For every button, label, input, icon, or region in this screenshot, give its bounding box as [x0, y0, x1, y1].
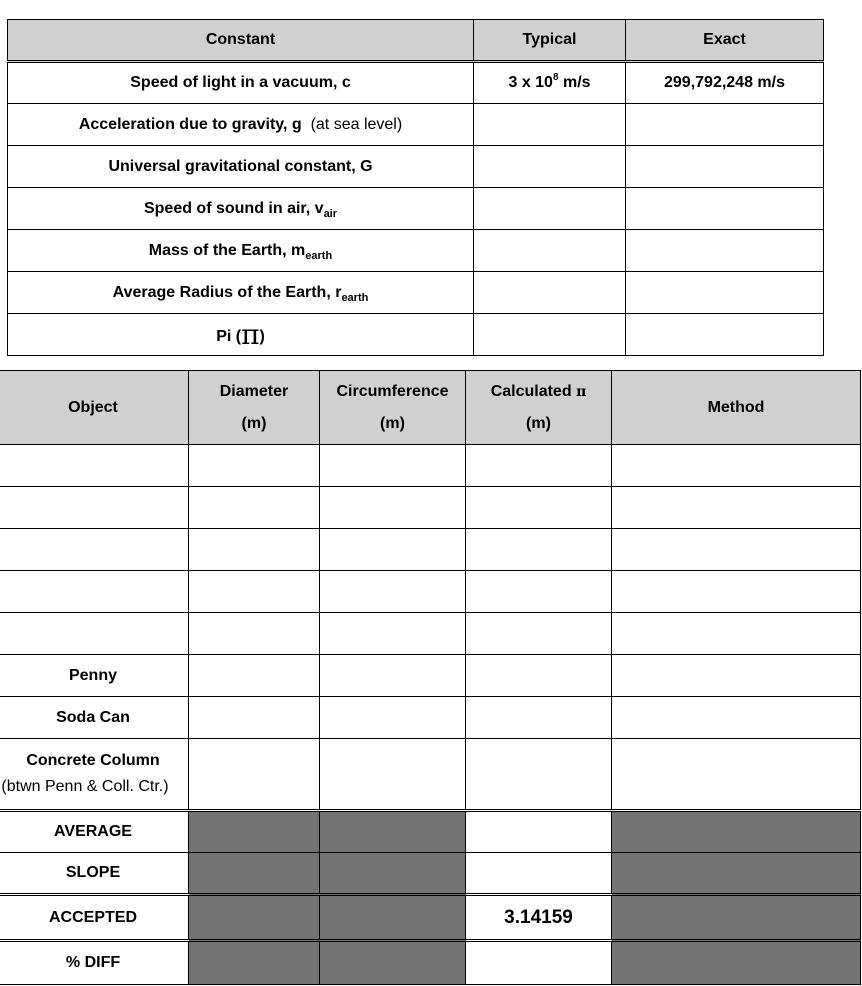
typical-mass-earth[interactable] [474, 230, 626, 272]
shaded-cell [320, 811, 466, 853]
circumference-cell[interactable] [320, 613, 466, 655]
gravity-note: (at sea level) [310, 115, 403, 133]
table-row [0, 529, 861, 571]
method-cell[interactable] [612, 445, 861, 487]
object-concrete-column: Concrete Column (btwn Penn & Coll. Ctr.) [0, 739, 189, 811]
row-accepted [0, 895, 861, 941]
calculated-cell[interactable] [466, 739, 612, 811]
exact-gravity[interactable] [626, 104, 824, 146]
shaded-cell [612, 941, 861, 985]
header-typical: Typical [474, 20, 626, 62]
diameter-cell[interactable] [189, 613, 320, 655]
diameter-cell[interactable] [189, 445, 320, 487]
header-calculated-pi: Calculated π (m) [466, 371, 612, 445]
label-average: AVERAGE [0, 811, 189, 853]
pi-measurement-table [0, 370, 861, 985]
header-object: Object [0, 371, 189, 445]
shaded-cell [189, 895, 320, 941]
calculated-cell[interactable] [466, 487, 612, 529]
shaded-cell [320, 941, 466, 985]
typical-pi[interactable] [474, 314, 626, 356]
diameter-cell[interactable] [189, 529, 320, 571]
average-calculated-pi[interactable] [466, 811, 612, 853]
typical-gravitational-constant[interactable] [474, 146, 626, 188]
circumference-cell[interactable] [320, 655, 466, 697]
table-row [0, 571, 861, 613]
row-average [0, 811, 861, 853]
shaded-cell [320, 853, 466, 895]
label-pct-diff: % DIFF [0, 941, 189, 985]
diameter-cell[interactable] [189, 655, 320, 697]
constants-table [7, 19, 824, 356]
slope-calculated-pi[interactable] [466, 853, 612, 895]
typical-radius-earth[interactable] [474, 272, 626, 314]
diameter-cell[interactable] [189, 697, 320, 739]
method-cell[interactable] [612, 613, 861, 655]
header-exact: Exact [626, 20, 824, 62]
table-row-soda-can [0, 697, 861, 739]
method-cell[interactable] [612, 571, 861, 613]
calculated-cell[interactable] [466, 655, 612, 697]
object-cell[interactable] [0, 529, 189, 571]
row-label-radius-earth: Average Radius of the Earth, $r_{earth}$ [8, 272, 474, 314]
circumference-cell[interactable] [320, 739, 466, 811]
shaded-cell [189, 853, 320, 895]
object-cell[interactable] [0, 487, 189, 529]
method-cell[interactable] [612, 697, 861, 739]
row-label-mass-earth: Mass of the Earth, $m_{earth}$ [8, 230, 474, 272]
diameter-cell[interactable] [189, 487, 320, 529]
object-cell[interactable] [0, 445, 189, 487]
object-cell[interactable] [0, 613, 189, 655]
calculated-cell[interactable] [466, 571, 612, 613]
row-pct-diff [0, 941, 861, 985]
header-diameter: Diameter (m) [189, 371, 320, 445]
table-row [0, 613, 861, 655]
shaded-cell [612, 853, 861, 895]
header-method: Method [612, 371, 861, 445]
typical-speed-of-sound[interactable] [474, 188, 626, 230]
method-cell[interactable] [612, 739, 861, 811]
shaded-cell [612, 811, 861, 853]
header-circumference: Circumference (m) [320, 371, 466, 445]
circumference-cell[interactable] [320, 571, 466, 613]
exact-radius-earth[interactable] [626, 272, 824, 314]
row-label-speed-of-light: Speed of light in a vacuum, c [8, 62, 474, 104]
shaded-cell [320, 895, 466, 941]
shaded-cell [612, 895, 861, 941]
row-label-gravity: Acceleration due to gravity, g (at sea level) [8, 104, 474, 146]
pct-diff-calculated-pi[interactable] [466, 941, 612, 985]
table-row-penny [0, 655, 861, 697]
label-accepted: ACCEPTED [0, 895, 189, 941]
shaded-cell [189, 811, 320, 853]
label-slope: SLOPE [0, 853, 189, 895]
exact-gravitational-constant[interactable] [626, 146, 824, 188]
table-row [0, 445, 861, 487]
circumference-cell[interactable] [320, 697, 466, 739]
object-soda-can: Soda Can [0, 697, 189, 739]
circumference-cell[interactable] [320, 529, 466, 571]
circumference-cell[interactable] [320, 445, 466, 487]
exact-speed-of-light[interactable]: 299,792,248 m/s [626, 62, 824, 104]
calculated-cell[interactable] [466, 697, 612, 739]
pi-symbol-small: π [576, 383, 587, 400]
calculated-cell[interactable] [466, 613, 612, 655]
accepted-pi-value: 3.14159 [466, 895, 612, 941]
row-label-speed-of-sound: Speed of sound in air, $v_{air}$ [8, 188, 474, 230]
circumference-cell[interactable] [320, 487, 466, 529]
calculated-cell[interactable] [466, 529, 612, 571]
table-row [0, 487, 861, 529]
row-slope [0, 853, 861, 895]
row-label-pi: Pi (π) [8, 314, 474, 356]
calculated-cell[interactable] [466, 445, 612, 487]
shaded-cell [189, 941, 320, 985]
object-penny: Penny [0, 655, 189, 697]
exact-mass-earth[interactable] [626, 230, 824, 272]
method-cell[interactable] [612, 487, 861, 529]
method-cell[interactable] [612, 529, 861, 571]
header-constant: Constant [8, 20, 474, 62]
exact-pi[interactable] [626, 314, 824, 356]
method-cell[interactable] [612, 655, 861, 697]
table-row-concrete-column [0, 739, 861, 811]
exact-speed-of-sound[interactable] [626, 188, 824, 230]
object-cell[interactable] [0, 571, 189, 613]
diameter-cell[interactable] [189, 571, 320, 613]
typical-gravity[interactable] [474, 104, 626, 146]
pi-symbol: π [241, 318, 260, 351]
diameter-cell[interactable] [189, 739, 320, 811]
row-label-gravitational-constant: Universal gravitational constant, G [8, 146, 474, 188]
typical-speed-of-light[interactable]: 3 x $10^8$ m/s [474, 62, 626, 104]
